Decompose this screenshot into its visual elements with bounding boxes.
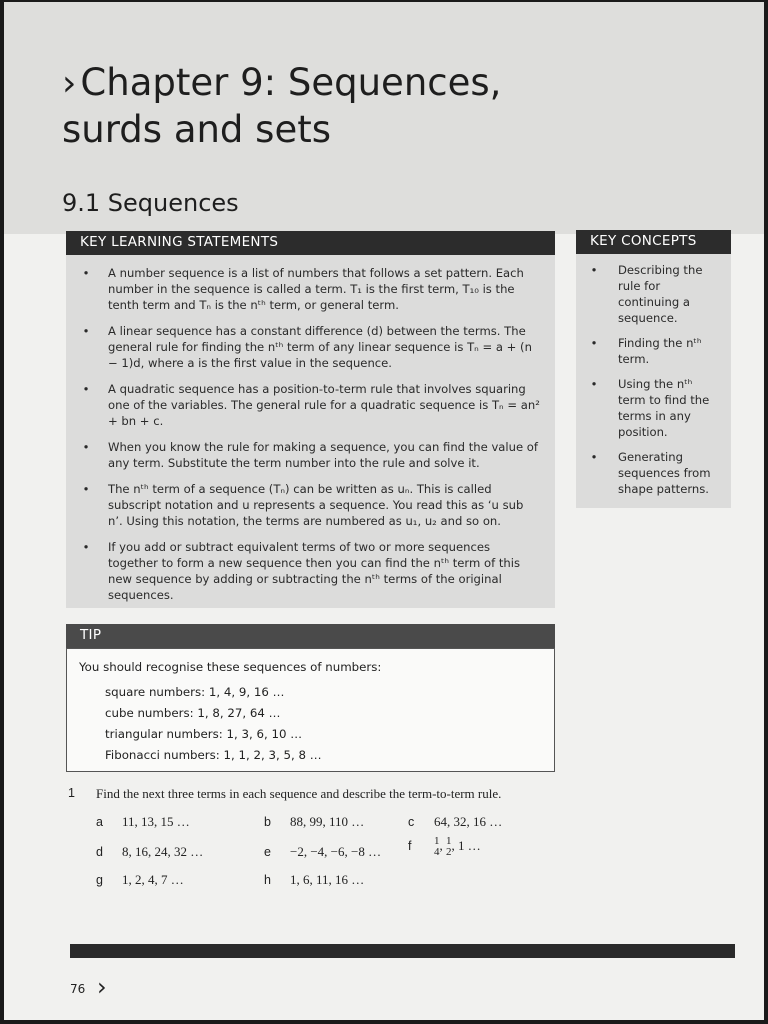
tip-intro: You should recognise these sequences of numbers: (79, 660, 382, 674)
bullet-icon: • (82, 266, 90, 280)
bullet-icon: • (82, 324, 90, 338)
part-label: h (264, 873, 271, 887)
question-part-g (96, 872, 184, 888)
chapter-title (62, 60, 742, 153)
key-learning-item: • A quadratic sequence has a position-to-term rule that involves squaring one of the variables. The general rule for a quadratic sequence is Tₙ = an² + bn + c. (80, 381, 541, 429)
key-learning-item: • A linear sequence has a constant difference (d) between the terms. The general rule for finding the nᵗʰ term of any linear sequence is Tₙ = a + (n − 1)d, where a is the first value in the sequence. (80, 323, 541, 371)
chapter-title-line-1: Chapter 9: Sequences, (80, 61, 502, 104)
key-learning-list (80, 265, 541, 603)
bullet-icon: • (82, 382, 90, 396)
key-concept-item: • Using the nᵗʰ term to find the terms in any position. (588, 376, 721, 440)
tip-header: TIP (66, 624, 555, 648)
fraction-one-half: 1 2 (446, 835, 452, 858)
footer-bar (70, 944, 735, 958)
part-value: 64, 32, 16 … (434, 814, 503, 829)
question-part-h (264, 872, 364, 888)
question-part-c (408, 814, 502, 830)
part-label: d (96, 845, 103, 859)
question-part-a (96, 814, 190, 830)
part-value: 11, 13, 15 … (122, 814, 190, 829)
key-concept-item: • Generating sequences from shape patterns. (588, 449, 721, 497)
part-value: −2, −4, −6, −8 … (290, 844, 382, 859)
bullet-icon: • (82, 540, 90, 554)
tip-line: cube numbers: 1, 8, 27, 64 … (105, 706, 281, 720)
key-concepts-header: KEY CONCEPTS (576, 230, 731, 254)
bullet-icon: • (590, 377, 598, 391)
chevron-right-icon: › (62, 63, 77, 104)
tip-line: Fibonacci numbers: 1, 1, 2, 3, 5, 8 … (105, 748, 322, 762)
key-concept-item: • Finding the nᵗʰ term. (588, 335, 721, 367)
question-part-f: f 1 4 , 1 2 , 1 … (408, 835, 481, 858)
question-part-e (264, 844, 381, 860)
part-label: a (96, 815, 103, 829)
question-number: 1 (68, 786, 75, 800)
part-label: c (408, 815, 415, 829)
page-number: 76 (70, 982, 86, 996)
part-value: 88, 99, 110 … (290, 814, 365, 829)
part-value: 1, 6, 11, 16 … (290, 872, 365, 887)
chapter-title-line-2: surds and sets (62, 108, 332, 151)
tip-line: square numbers: 1, 4, 9, 16 … (105, 685, 285, 699)
section-title: 9.1 Sequences (62, 189, 239, 217)
fraction-one-quarter: 1 4 (434, 835, 440, 858)
part-value: 8, 16, 24, 32 … (122, 844, 204, 859)
bullet-icon: • (82, 440, 90, 454)
key-concepts-list (588, 262, 721, 497)
key-learning-item: • A number sequence is a list of numbers that follows a set pattern. Each number in the sequence is called a term. T₁ is the first term, T₁₀ is the tenth term and Tₙ is the nᵗʰ term, or general term. (80, 265, 541, 313)
part-label: b (264, 815, 271, 829)
part-value: 1, 2, 4, 7 … (122, 872, 184, 887)
tip-box (66, 648, 555, 772)
key-learning-item: • If you add or subtract equivalent terms of two or more sequences together to form a new sequence then you can find the nᵗʰ term of this new sequence by adding or subtracting the nᵗʰ terms of the original sequences. (80, 539, 541, 603)
key-learning-box (66, 255, 555, 608)
bullet-icon: • (590, 336, 598, 350)
question-part-d (96, 844, 203, 860)
bullet-icon: • (590, 263, 598, 277)
tip-line: triangular numbers: 1, 3, 6, 10 … (105, 727, 303, 741)
question-text: Find the next three terms in each sequence and describe the term-to-term rule. (96, 786, 502, 801)
key-learning-item: • The nᵗʰ term of a sequence (Tₙ) can be written as uₙ. This is called subscript notation and u represents a sequence. You read this as ‘u sub n’. Using this notation, the terms are numbered as u₁, u₂ and so on. (80, 481, 541, 529)
part-label: f (408, 838, 412, 853)
textbook-page (4, 2, 764, 1020)
key-concepts-box (576, 254, 731, 508)
part-value-rest: , 1 … (451, 837, 481, 853)
key-learning-header: KEY LEARNING STATEMENTS (66, 231, 555, 255)
bullet-icon: • (590, 450, 598, 464)
part-label: e (264, 845, 271, 859)
key-learning-item: • When you know the rule for making a sequence, you can find the value of any term. Substitute the term number into the rule and solve it. (80, 439, 541, 471)
key-concept-item: • Describing the rule for continuing a sequence. (588, 262, 721, 326)
chevron-right-icon: › (97, 973, 107, 1001)
part-label: g (96, 873, 103, 887)
question-part-b (264, 814, 364, 830)
bullet-icon: • (82, 482, 90, 496)
